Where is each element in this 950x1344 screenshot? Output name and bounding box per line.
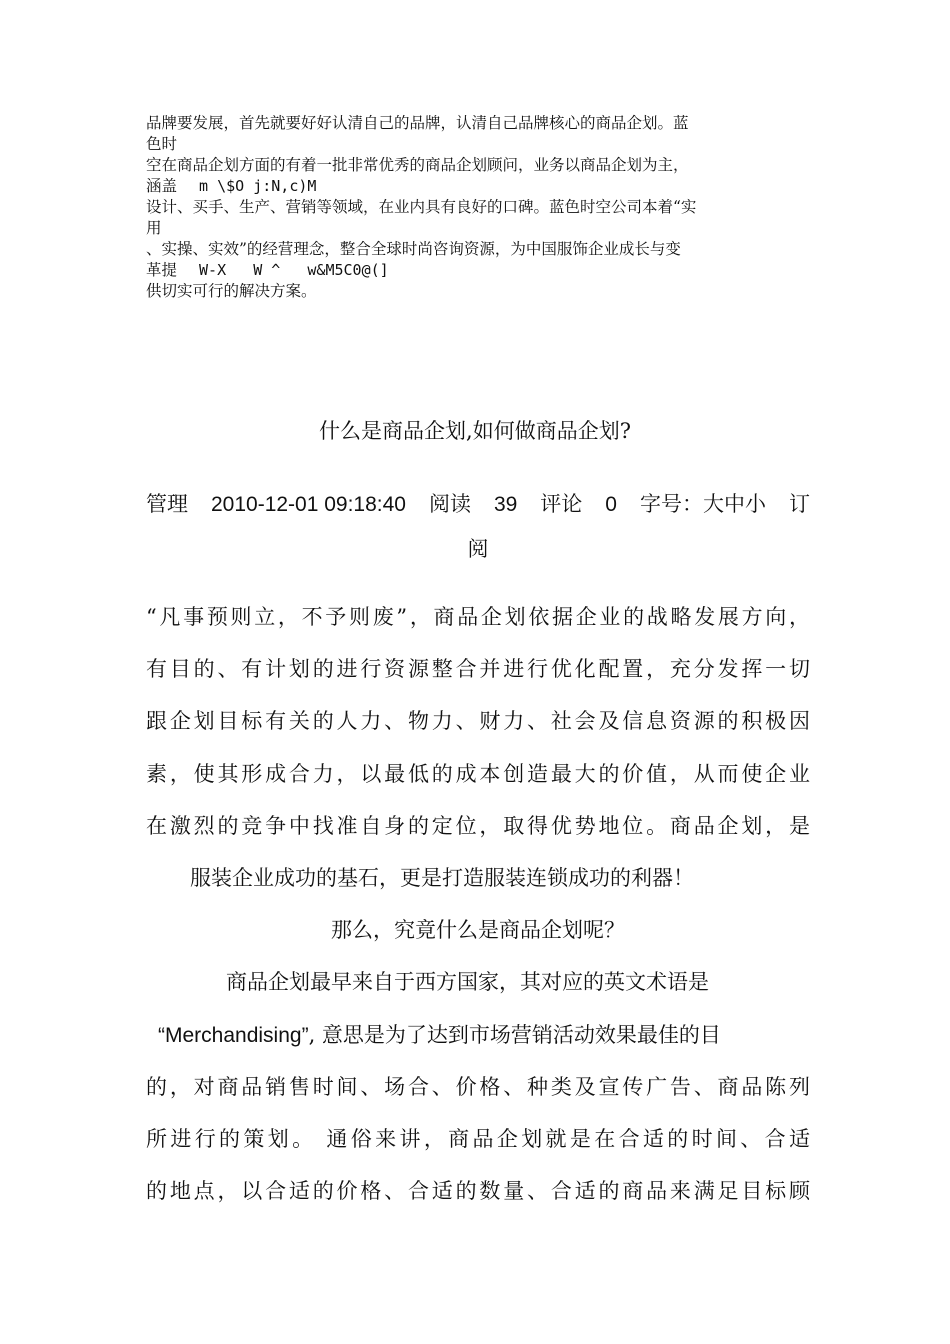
- article-body: [146, 597, 810, 1223]
- meta-comment-label: 评论: [540, 492, 583, 516]
- body-line: 有目的、有计划的进行资源整合并进行优化配置，充分发挥一切: [146, 657, 810, 682]
- garbled-text: m \$O j:N,c)M: [199, 177, 317, 195]
- meta-author: 管理: [146, 492, 188, 516]
- body-line: 商品企划最早来自于西方国家，其对应的英文术语是: [226, 970, 709, 995]
- body-line: [146, 1015, 810, 1067]
- meta-read-count: 39: [493, 493, 518, 516]
- english-term: “Merchandising”: [158, 1023, 309, 1047]
- intro-text-block: [146, 113, 810, 302]
- body-line-text: , 意思是为了达到市场营销活动效果最佳的目: [308, 1022, 721, 1047]
- body-line: 那么，究竟什么是商品企划呢？: [331, 918, 625, 943]
- intro-line: 供切实可行的解决方案。: [146, 282, 317, 300]
- meta-comment-count: 0: [605, 493, 617, 516]
- intro-line: 设计、买手、生产、营销等领域，在业内具有良好的口碑。蓝色时空公司本着“实: [146, 198, 697, 216]
- garbled-text: W-X W ^ w&M5C0@(]: [199, 261, 389, 279]
- body-line: 跟企划目标有关的人力、物力、财力、社会及信息资源的积极因: [146, 709, 810, 734]
- article-meta: [146, 482, 810, 572]
- body-line: 素，使其形成合力，以最低的成本创造最大的价值，从而使企业: [146, 761, 810, 786]
- intro-line: 用: [146, 219, 162, 237]
- font-size-selector[interactable]: 字号：大中小: [639, 492, 766, 516]
- meta-read-label: 阅读: [428, 492, 471, 516]
- body-line: 的地点，以合适的价格、合适的数量、合适的商品来满足目标顾: [146, 1179, 810, 1204]
- intro-line: [146, 260, 810, 281]
- intro-line: 品牌要发展，首先就要好好认清自己的品牌，认清自己品牌核心的商品企划。蓝: [146, 114, 689, 132]
- subscribe-link-cont[interactable]: 阅: [467, 537, 489, 561]
- intro-line-text: 涵盖: [146, 177, 178, 195]
- body-line: 服装企业成功的基石，更是打造服装连锁成功的利器！: [190, 865, 694, 890]
- body-line: 在激烈的竞争中找准自身的定位，取得优势地位。商品企划，是: [146, 813, 810, 838]
- body-line: “凡事预则立，不予则废”，商品企划依据企业的战略发展方向，: [146, 605, 810, 629]
- subscribe-link[interactable]: 订: [788, 492, 810, 516]
- intro-line: 色时: [146, 135, 178, 153]
- intro-line: [146, 176, 810, 197]
- intro-line: 、实操、实效”的经营理念，整合全球时尚咨询资源，为中国服饰企业成长与变: [146, 240, 681, 258]
- body-line: 的，对商品销售时间、场合、价格、种类及宣传广告、商品陈列: [146, 1074, 810, 1099]
- meta-datetime: 2010-12-01 09:18:40: [210, 493, 406, 516]
- intro-line: 空在商品企划方面的有着一批非常优秀的商品企划顾问，业务以商品企划为主，: [146, 156, 689, 174]
- body-line: 所进行的策划。 通俗来讲，商品企划就是在合适的时间、合适: [146, 1126, 810, 1151]
- intro-line-text: 革提: [146, 261, 178, 279]
- article-title: 什么是商品企划,如何做商品企划?: [319, 419, 631, 443]
